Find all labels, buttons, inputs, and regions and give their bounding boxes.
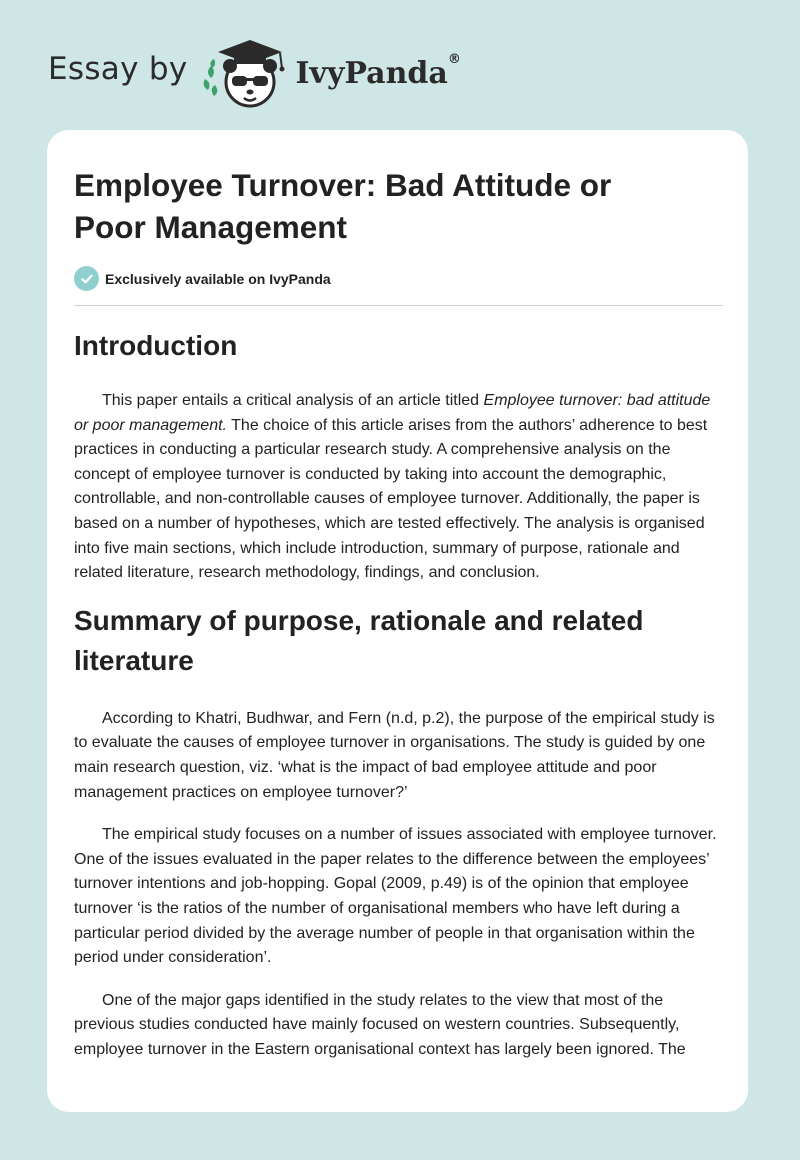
title-line-2: Poor Management xyxy=(74,209,348,245)
essay-content xyxy=(74,164,723,1062)
badge-text: Exclusively available on IvyPanda xyxy=(105,270,331,287)
heading-line-1: Summary of purpose, rationale and related xyxy=(74,604,644,636)
divider xyxy=(74,305,723,306)
section-heading-introduction: Introduction xyxy=(74,330,238,361)
paragraph-text: The choice of this article arises from the authors’ adherence to best practices in conducting a particular research study. A comprehensive analysis on the concept of employee turnover is conducted by taking into account the demographic, controllable, and non-controllable causes of employee turnover. Additionally, the paper is based on a number of hypotheses, which are tested effectively. The analysis is organised into five main sections, which include introduction, summary of purpose, rationale and related literature, research methodology, findings, and conclusion. xyxy=(74,416,708,582)
brand-text: IvyPanda xyxy=(295,55,448,91)
paragraph xyxy=(74,389,723,586)
site-header xyxy=(48,34,461,110)
registered-mark: ® xyxy=(447,51,461,67)
exclusive-badge xyxy=(74,266,723,291)
check-circle-icon xyxy=(74,266,99,291)
ivy-leaf-icon xyxy=(203,59,217,96)
section-heading-summary xyxy=(74,601,723,681)
essay-card xyxy=(47,130,748,1112)
panda-graduate-logo[interactable] xyxy=(202,34,292,110)
essay-title xyxy=(74,164,723,248)
paragraph: The empirical study focuses on a number of issues associated with employee turnover. One of the issues evaluated in the paper relates to the difference between the employees’ turnover intentions and job-hopping. Gopal (2009, p.49) is of the opinion that employee turnover ‘is the ratios of the number of organisational members who have left during a particular period divided by the average number of people in that organisation within the period under consideration’. xyxy=(74,826,717,967)
article-title-citation: Employee turnover: bad attitude or poor management. xyxy=(74,392,711,434)
paragraph-text: This paper entails a critical analysis of an article titled xyxy=(102,392,484,409)
paragraph: According to Khatri, Budhwar, and Fern (n.d, p.2), the purpose of the empirical study is to evaluate the causes of employee turnover in organisations. The study is guided by one main research question, viz. ‘what is the impact of bad employee attitude and poor management practices on employee turnover?’ xyxy=(74,709,715,801)
title-line-1: Employee Turnover: Bad Attitude or xyxy=(74,167,612,203)
heading-line-2: literature xyxy=(74,644,194,676)
brand-name[interactable] xyxy=(295,51,461,91)
essay-by-label: Essay by xyxy=(48,51,188,87)
paragraph: One of the major gaps identified in the study relates to the view that most of the previous studies conducted have mainly focused on western countries. Subsequently, employee turnover in the Eastern organisational context has largely been ignored. The xyxy=(74,991,686,1058)
